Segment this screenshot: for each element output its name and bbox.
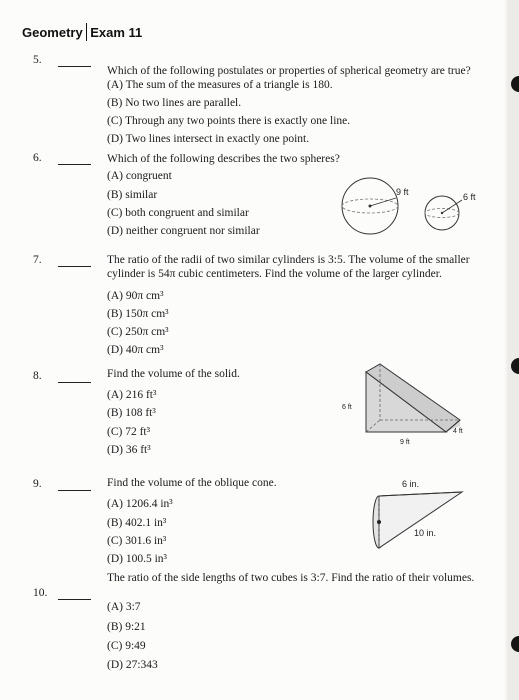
subject-title: Geometry <box>22 25 83 40</box>
question-5-answer-blank[interactable] <box>58 66 91 67</box>
question-10-option-b: (B) 9:21 <box>107 621 146 633</box>
cone-top-label: 6 in. <box>402 479 420 489</box>
question-6-text: Which of the following describes the two spheres? <box>107 153 340 165</box>
question-9-number: 9. <box>33 478 42 490</box>
question-8-text: Find the volume of the solid. <box>107 368 240 380</box>
question-7-option-a: (A) 90π cm³ <box>107 290 164 302</box>
question-7-text-line-1: The ratio of the radii of two similar cylinders is 3:5. The volume of the smaller <box>107 254 470 266</box>
question-5-option-b: (B) No two lines are parallel. <box>107 97 242 109</box>
question-7-option-b: (B) 150π cm³ <box>107 308 169 320</box>
question-10-option-a: (A) 3:7 <box>107 601 141 613</box>
question-9-option-a: (A) 1206.4 in³ <box>107 498 173 510</box>
prism-height-label: 6 ft <box>342 404 352 411</box>
question-8-option-d: (D) 36 ft³ <box>107 444 151 456</box>
cone-body <box>379 492 462 548</box>
question-5-number: 5. <box>33 54 42 66</box>
question-6-option-a: (A) congruent <box>107 170 172 182</box>
small-sphere-label: 6 ft <box>463 192 476 202</box>
question-10-option-d: (D) 27:343 <box>107 659 158 671</box>
question-7-answer-blank[interactable] <box>58 266 91 267</box>
question-8-option-b: (B) 108 ft³ <box>107 407 156 419</box>
exam-title: Exam 11 <box>90 25 143 40</box>
worksheet-header <box>22 23 142 41</box>
small-sphere-center <box>441 212 443 214</box>
question-9-option-c: (C) 301.6 in³ <box>107 535 167 547</box>
question-7-option-c: (C) 250π cm³ <box>107 326 169 338</box>
question-8-answer-blank[interactable] <box>58 382 91 383</box>
question-9-answer-blank[interactable] <box>58 490 91 491</box>
oblique-cone-figure <box>362 474 472 564</box>
cone-base-center <box>377 520 381 524</box>
question-6-option-d: (D) neither congruent nor similar <box>107 225 260 237</box>
question-7-text-line-2: cylinder is 54π cubic centimeters. Find the volume of the larger cylinder. <box>107 268 442 280</box>
prism-length-label: 9 ft <box>400 439 410 446</box>
question-10-option-c: (C) 9:49 <box>107 640 146 652</box>
prism-depth-label: 4 ft <box>453 428 463 435</box>
question-10-number: 10. <box>33 587 48 599</box>
question-7-number: 7. <box>33 254 42 266</box>
large-sphere-label: 9 ft <box>396 187 409 197</box>
spheres-figure <box>340 176 500 242</box>
question-8-option-a: (A) 216 ft³ <box>107 389 157 401</box>
question-9-option-b: (B) 402.1 in³ <box>107 517 167 529</box>
large-sphere-center <box>369 205 372 208</box>
question-6-option-c: (C) both congruent and similar <box>107 207 249 219</box>
triangular-prism-figure <box>340 362 480 452</box>
question-7-option-d: (D) 40π cm³ <box>107 344 164 356</box>
question-5-option-c: (C) Through any two points there is exactly one line. <box>107 115 351 127</box>
question-9-option-d: (D) 100.5 in³ <box>107 553 167 565</box>
question-6-option-b: (B) similar <box>107 189 158 201</box>
question-10-text: The ratio of the side lengths of two cubes is 3:7. Find the ratio of their volumes. <box>107 572 475 584</box>
question-8-option-c: (C) 72 ft³ <box>107 426 151 438</box>
question-6-number: 6. <box>33 152 42 164</box>
question-5-option-d: (D) Two lines intersect in exactly one point. <box>107 133 310 145</box>
cone-slant-label: 10 in. <box>414 528 437 538</box>
title-divider <box>86 23 88 41</box>
question-9-text: Find the volume of the oblique cone. <box>107 477 277 489</box>
question-5-text: Which of the following postulates or properties of spherical geometry are true? <box>107 65 471 77</box>
question-8-number: 8. <box>33 370 42 382</box>
question-10-answer-blank[interactable] <box>58 599 91 600</box>
page-edge <box>508 0 519 700</box>
question-6-answer-blank[interactable] <box>58 164 91 165</box>
question-5-option-a: (A) The sum of the measures of a triangle is 180. <box>107 79 333 91</box>
